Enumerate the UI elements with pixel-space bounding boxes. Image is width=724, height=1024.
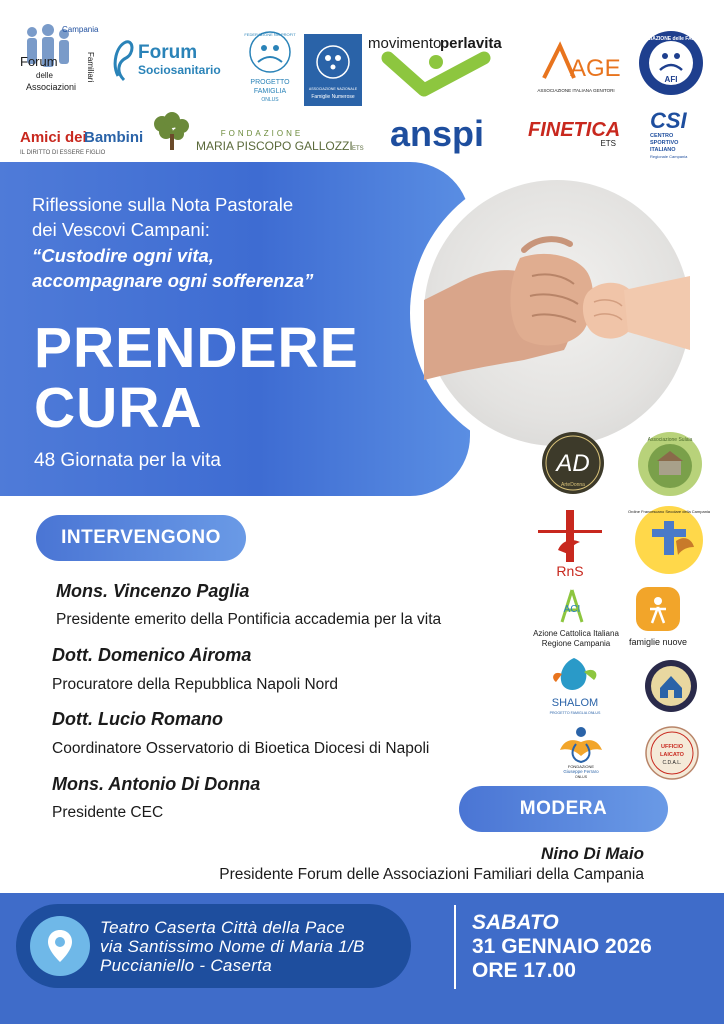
laicato-line1: UFFICIO: [661, 744, 683, 750]
forum-socio-line1: Forum: [138, 42, 198, 63]
famiglie-numerose-line2: Famiglie Numerose: [311, 94, 355, 100]
aci-line2: Regione Campania: [541, 639, 611, 648]
logo-diocesi-badge: [638, 658, 704, 714]
logo-ufficio-laicato: [645, 726, 699, 780]
speaker-name-3: Dott. Lucio Romano: [52, 709, 223, 729]
page-title-line1: PRENDERE: [34, 316, 359, 380]
venue-line-3: Puccianiello - Caserta: [100, 956, 272, 975]
moderator-label: MODERA: [459, 786, 668, 832]
amici-part1: Amici dei: [20, 129, 87, 146]
logo-fondazione-ferraro: [550, 722, 612, 778]
finetica-suffix: ETS: [600, 139, 616, 148]
csi-line3: ITALIANO: [650, 147, 676, 153]
artedonna-mark: AD: [556, 450, 590, 477]
shalom-caption: PROGETTO FAMIGLIA ONLUS: [549, 711, 601, 715]
venue-line-2: via Santissimo Nome di Maria 1/B: [100, 937, 365, 956]
finetica-mark: FINETICA: [528, 119, 621, 141]
artedonna-caption: ArteDonna: [561, 482, 585, 488]
logo-famiglie-numerose: [304, 34, 362, 106]
logo-forum-sociosanitario: [108, 36, 240, 86]
speaker-role-2: Procuratore della Repubblica Napoli Nord: [52, 676, 339, 693]
event-day: SABATO: [472, 911, 559, 934]
speaker-name-4: Mons. Antonio Di Donna: [52, 774, 261, 794]
logo-afi: [633, 30, 709, 96]
sulaia-caption: Associazione Sulaia: [647, 437, 693, 443]
rns-mark: RnS: [556, 563, 584, 579]
famiglie-numerose-line1: ASSOCIAZIONE NAZIONALE: [308, 87, 358, 91]
csi-line1: CENTRO: [650, 133, 674, 139]
csi-line2: SPORTIVO: [650, 140, 679, 146]
moderator-role: Presidente Forum delle Associazioni Familiari della Campania: [219, 866, 644, 883]
footer-divider: [454, 905, 456, 989]
hero-quote-line2: accompagnare ogni sofferenza”: [32, 270, 314, 291]
logo-azione-cattolica: [528, 582, 624, 650]
logo-movimento-per-la-vita: [366, 32, 506, 102]
forum-familiari-sub1: delle: [36, 71, 53, 80]
map-pin-icon: [30, 916, 90, 976]
movimento-part2: perlavita: [440, 35, 502, 52]
laicato-line2: LAICATO: [660, 752, 684, 758]
logo-fondazione-gallozzi: [142, 110, 370, 158]
logo-artedonna: [541, 431, 605, 495]
aci-line1: Azione Cattolica Italiana: [533, 629, 619, 638]
famiglie-nuove-caption: famiglie nuove: [628, 637, 688, 647]
ordine-caption: Ordine Francescano Secolare della Campania: [627, 509, 711, 514]
forum-familiari-main: Forum: [20, 54, 58, 69]
logo-rns: [532, 508, 608, 580]
amici-tagline: IL DIRITTO DI ESSERE FIGLIO: [20, 150, 106, 156]
hero-quote-line1: “Custodire ogni vita,: [32, 245, 214, 266]
page-title: [34, 318, 359, 438]
hero-photo-fist-bump: [424, 180, 690, 446]
event-date: 31 GENNAIO 2026: [472, 935, 652, 958]
page-title-line2: CURA: [34, 376, 203, 440]
speaker-name-2: Dott. Domenico Airoma: [52, 645, 252, 665]
logo-sulaia: [637, 431, 703, 497]
logo-anspi: [386, 112, 504, 156]
ferraro-line1: FONDAZIONE: [567, 764, 595, 769]
progetto-famiglia-line2: FAMIGLIA: [253, 88, 287, 95]
speaker-role-1: Presidente emerito della Pontificia accademia per la vita: [56, 611, 442, 628]
age-mark: AGE: [570, 55, 621, 82]
afi-mark: AFI: [664, 75, 678, 84]
csi-mark: CSI: [650, 108, 687, 133]
logo-csi: [646, 106, 704, 160]
laicato-line3: C.D.A.L.: [662, 760, 682, 766]
ferraro-line3: ONLUS: [574, 775, 588, 779]
fondazione-line2: MARIA PISCOPO GALLOZZI: [196, 139, 353, 153]
fondazione-line1: FONDAZIONE: [220, 129, 304, 138]
moderator-name: Nino Di Maio: [541, 844, 644, 863]
movimento-part1: movimento: [368, 35, 442, 52]
hero-intro-line1: Riflessione sulla Nota Pastorale: [32, 194, 294, 215]
event-time: ORE 17.00: [472, 959, 576, 982]
speaker-role-3: Coordinatore Osservatorio di Bioetica Diocesi di Napoli: [52, 740, 430, 757]
forum-familiari-top: Campania: [62, 25, 99, 34]
logo-amici-dei-bambini: [18, 124, 144, 158]
venue-line-1: Teatro Caserta Città della Pace: [100, 918, 345, 937]
csi-line4: Regionale Campania: [650, 154, 688, 159]
speaker-role-4: Presidente CEC: [52, 804, 164, 821]
hero-intro: [32, 192, 392, 242]
logo-ordine-francescano: [627, 505, 711, 575]
afi-ring: ASSOCIAZIONE delle FAMIGLIE: [633, 36, 709, 42]
logo-shalom: [544, 652, 606, 718]
anspi-mark: anspi: [390, 113, 485, 154]
hero-quote: [32, 243, 412, 293]
hero-subtitle: 48 Giornata per la vita: [34, 450, 221, 471]
progetto-famiglia-line1: PROGETTO: [250, 79, 290, 86]
progetto-famiglia-ring: FEDERAZIONE NO PROFIT: [244, 32, 296, 37]
forum-familiari-sub2: Associazioni: [26, 82, 77, 92]
aci-mark: ACI: [563, 604, 581, 615]
logo-progetto-famiglia: [244, 28, 296, 106]
fondazione-suffix: ETS: [352, 146, 364, 152]
logo-forum-familiari: [18, 22, 98, 94]
speakers-label: INTERVENGONO: [36, 515, 246, 561]
speaker-name-1: Mons. Vincenzo Paglia: [56, 581, 250, 601]
hero-intro-line2: dei Vescovi Campani:: [32, 219, 210, 240]
amici-part2: Bambini: [84, 129, 144, 146]
forum-socio-line2: Sociosanitario: [138, 63, 221, 77]
age-caption: ASSOCIAZIONE ITALIANA GENITORI: [537, 88, 615, 93]
logo-famiglie-nuove: [628, 585, 706, 649]
forum-familiari-side: Familiari: [86, 52, 95, 83]
logo-finetica: [526, 114, 630, 152]
progetto-famiglia-line3: ONLUS: [261, 97, 279, 103]
logo-age: [530, 38, 622, 96]
ferraro-line2: Giuseppe Ferraro: [563, 769, 599, 774]
shalom-mark: SHALOM: [551, 697, 599, 709]
